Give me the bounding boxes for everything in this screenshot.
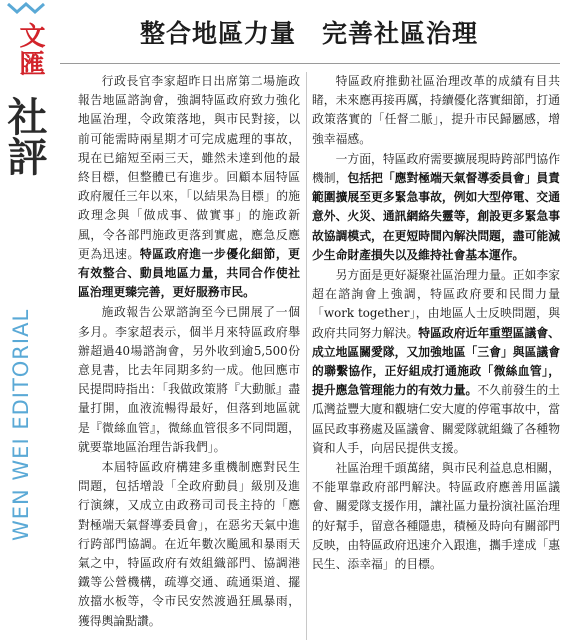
- paragraph: [312, 150, 560, 265]
- paragraph-text: 行政長官李家超昨日出席第二場施政報告地區諮詢會，強調特區政府致力強化地區治理，令政策落地，與市民對接，以前可能需時兩星期才可完成處理的事故，現在已縮短至兩三天，雖然未達到他的最終目標，但整體已有進步。回顧本屆特區政府履任三年以來，「以結果為目標」的施政理念與「做成事、做實事」的施政新風，令各部門施政更落到實處，應急反應更為迅速。: [78, 74, 300, 261]
- paragraph-text: 社區治理千頭萬緒，與市民利益息息相關，不能單靠政府部門解決。特區政府應善用區議會、關愛隊支援作用，讓社區力量扮演社區治理的好幫手，留意各種隱患，積極及時向有關部門反映，由特區政府迅速介入跟進，攜手達成「惠民生、添幸福」的目標。: [312, 461, 560, 572]
- right-column: [312, 72, 560, 575]
- paragraph: [78, 303, 300, 457]
- paragraph: [312, 72, 560, 149]
- paragraph-text: 施政報告公眾諮詢至今已開展了一個多月。李家超表示，個半月來特區政府舉辦超過40場諮詢會，另外收到逾5,500份意見書，比去年同期多約一成。他回應市民提問時指出：「我做政策將『大動脈』盡量打開，血液流暢得最好，但落到地區就是『微絲血管』，微絲血管很多不同問題，就要靠地區治理告訴我們」。: [78, 305, 300, 454]
- paragraph-bold-text: 特區政府近年重塑區議會、成立地區關愛隊，又加強地區「三會」與區議會的聯繫協作，正好組成打通施政「微絲血管」，提升應急管理能力的有效力量。: [312, 325, 560, 398]
- column-divider: [306, 72, 307, 640]
- paragraph-text: 一方面，特區政府需要擴展現時跨部門協作機制，: [312, 151, 560, 186]
- brand-logo: 文匯: [15, 22, 45, 78]
- paragraph-bold-text: 特區政府進一步優化細節，更有效整合、動員地區力量，共同合作使社區治理更臻完善，更好服務市民。: [78, 246, 300, 300]
- paragraph: [78, 458, 300, 631]
- paragraph: [78, 72, 300, 302]
- section-title: 社評: [1, 96, 48, 176]
- paragraph-text: 特區政府推動社區治理改革的成績有目共睹，未來應再接再厲，持續優化落實細節，打通政策落實的「任督二脈」，提升市民歸屬感，增強幸福感。: [312, 74, 560, 146]
- paragraph: [312, 459, 560, 574]
- paragraph-text: 本屆特區政府構建多重機制應對民生問題，包括增設「全政府動員」級別及進行演練，又成立由政務司司長主持的「應對極端天氣督導委員會」，在惡劣天氣中進行跨部門協調。在近年數次颱風和暴雨天氣之中，特區政府有效組織部門、協調港鐵等公營機構，疏導交通、疏通渠道、擺放擋水板等，令市民安然渡過狂風暴雨，獲得輿論點讚。: [78, 460, 300, 628]
- paragraph: [312, 266, 560, 458]
- paragraph-bold-text: 包括把「應對極端天氣督導委員會」員責範圍擴展至更多緊急事故，例如大型停電、交通意外、火災、通訊網絡失靈等，創設更多緊急事故協調模式，在更短時間內解決問題，盡可能減少生命財產損失以及維持社會基本運作。: [312, 171, 560, 262]
- section-english-title: WEN WEI EDITORIAL: [9, 308, 33, 542]
- paragraph-text: 不久前發生的土瓜灣益豐大廈和觀塘仁安大廈的停電事故中，當區民政事務處及區議會、關愛隊就組織了各種物資和人手，向居民提供支援。: [312, 383, 560, 455]
- chevron-decoration-icon: [4, 2, 48, 16]
- headline-divider: [60, 63, 560, 64]
- headline: 整合地區力量 完善社區治理: [139, 19, 478, 48]
- left-column: [78, 72, 300, 632]
- paragraph-text: 另方面是更好凝聚社區治理力量。正如李家超在諮詢會上強調，特區政府要和民間力量「work together」，由地區人士反映問題，與政府共同努力解決。: [312, 268, 560, 340]
- masthead: [0, 0, 52, 644]
